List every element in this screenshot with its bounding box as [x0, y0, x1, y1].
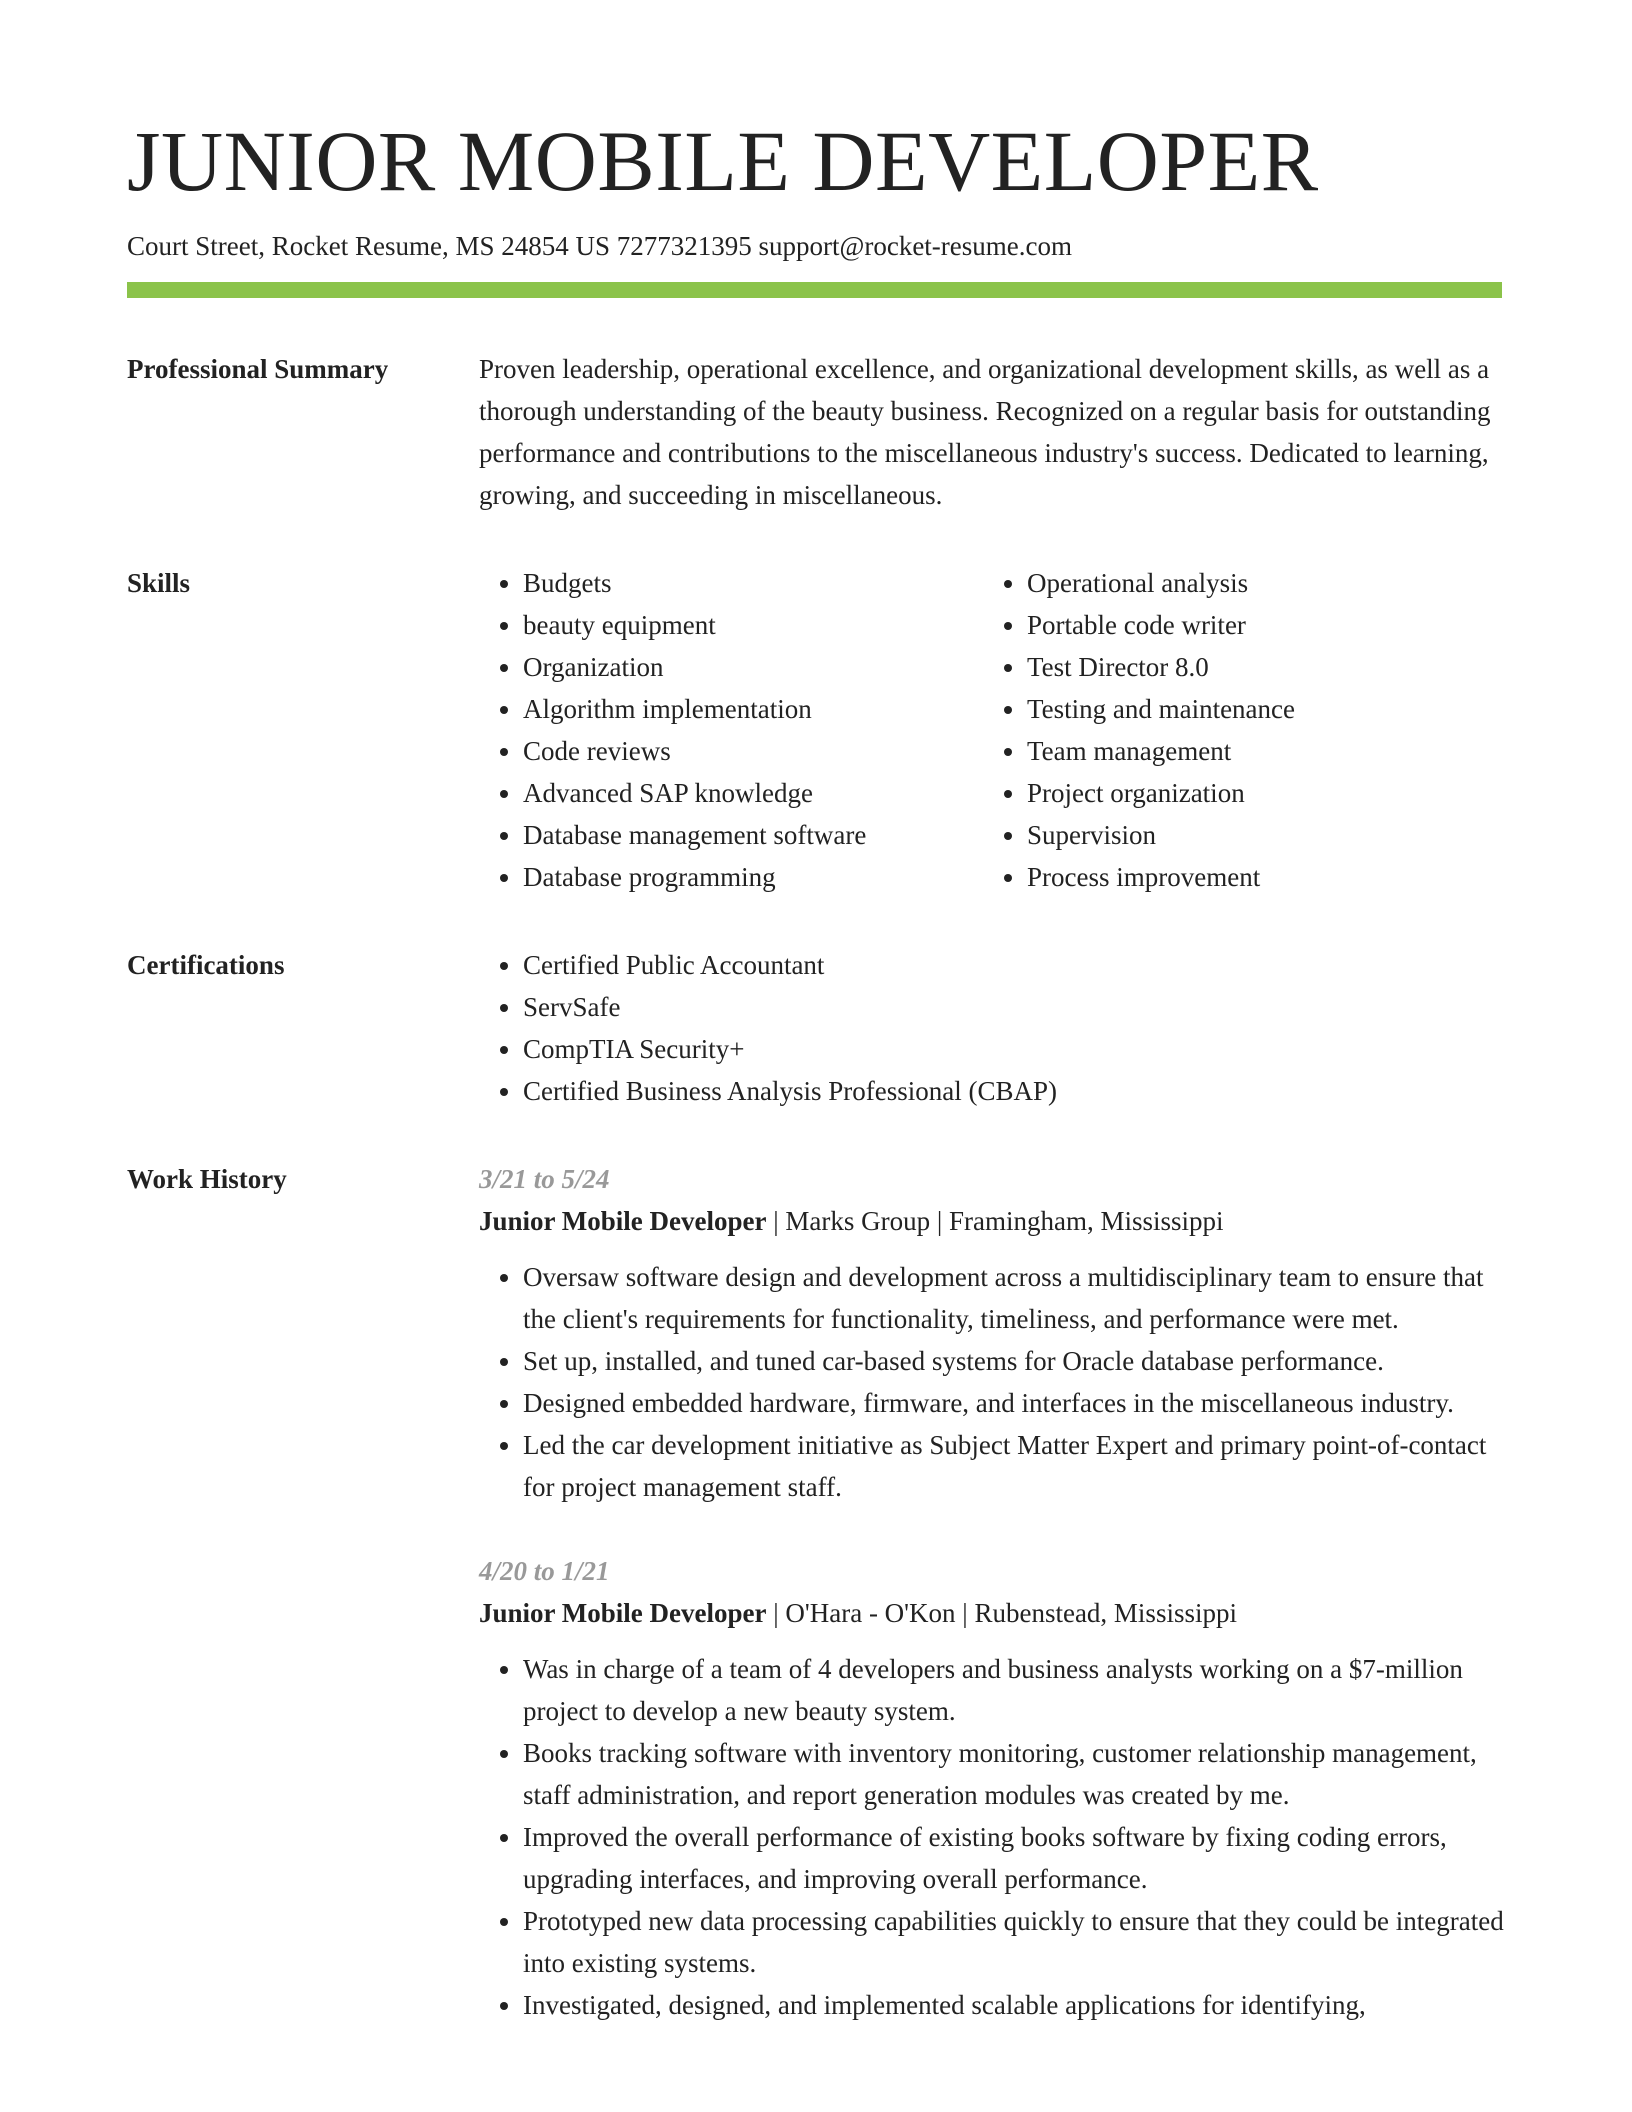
certifications-section	[127, 944, 1505, 1112]
job-title: Junior Mobile Developer	[479, 1598, 767, 1629]
skill-item: • Test Director 8.0	[1027, 646, 1487, 688]
skills-section	[127, 562, 1505, 898]
work-history-section	[127, 1158, 1505, 2068]
section-label-work-history: Work History	[127, 1164, 287, 1195]
skill-item: • Team management	[1027, 730, 1487, 772]
skill-item: • Code reviews	[523, 730, 983, 772]
job-bullet: • Designed embedded hardware, firmware, and interfaces in the miscellaneous industry.	[523, 1382, 1505, 1424]
certification-item: • Certified Public Accountant	[523, 944, 1505, 986]
skills-body	[479, 562, 1505, 898]
job-details: | O'Hara - O'Kon | Rubenstead, Mississippi	[766, 1598, 1237, 1629]
contact-line: Court Street, Rocket Resume, MS 24854 US 7277321395 support@rocket-resume.com	[127, 231, 1072, 261]
summary-section	[127, 348, 1505, 516]
header-divider	[127, 282, 1502, 298]
certifications-list	[479, 944, 1505, 1112]
job-bullets	[479, 1648, 1505, 2026]
skill-item: • Testing and maintenance	[1027, 688, 1487, 730]
skill-item: • beauty equipment	[523, 604, 983, 646]
skills-list-right	[983, 562, 1487, 898]
skill-item: • Advanced SAP knowledge	[523, 772, 983, 814]
job-entry	[479, 1550, 1505, 2026]
job-header	[479, 1200, 1505, 1242]
job-bullet: • Books tracking software with inventory monitoring, customer relationship management, staff administration, and report generation modules was created by me.	[523, 1732, 1505, 1816]
certification-item: • Certified Business Analysis Professional (CBAP)	[523, 1070, 1505, 1112]
skill-item: • Supervision	[1027, 814, 1487, 856]
skill-item: • Portable code writer	[1027, 604, 1487, 646]
skills-list-left	[479, 562, 983, 898]
job-bullet: • Led the car development initiative as Subject Matter Expert and primary point-of-contact for project management staff.	[523, 1424, 1505, 1508]
section-label-certifications: Certifications	[127, 950, 285, 981]
skill-item: • Operational analysis	[1027, 562, 1487, 604]
job-bullet: • Set up, installed, and tuned car-based systems for Oracle database performance.	[523, 1340, 1505, 1382]
job-bullet: • Oversaw software design and development across a multidisciplinary team to ensure that the client's requirements for functionality, timeliness, and performance were met.	[523, 1256, 1505, 1340]
summary-body	[479, 348, 1505, 516]
job-bullet: • Improved the overall performance of existing books software by fixing coding errors, upgrading interfaces, and improving overall performance.	[523, 1816, 1505, 1900]
job-title: Junior Mobile Developer	[479, 1206, 767, 1237]
skill-item: • Database programming	[523, 856, 983, 898]
job-dates: 3/21 to 5/24	[479, 1164, 610, 1195]
section-label-summary: Professional Summary	[127, 354, 389, 385]
skill-item: • Database management software	[523, 814, 983, 856]
certifications-body	[479, 944, 1505, 1112]
certification-item: • CompTIA Security+	[523, 1028, 1505, 1070]
resume-name: JUNIOR MOBILE DEVELOPER	[127, 113, 1319, 209]
skill-item: • Budgets	[523, 562, 983, 604]
job-bullet: • Investigated, designed, and implemented scalable applications for identifying,	[523, 1984, 1505, 2026]
job-entry	[479, 1158, 1505, 1508]
skill-item: • Organization	[523, 646, 983, 688]
summary-text: Proven leadership, operational excellence, and organizational development skills, as well as a thorough understanding of the beauty business. Recognized on a regular basis for outstanding performance and contributions to the miscellaneous industry's success. Dedicated to learning, growing, and succeeding in miscellaneous.	[479, 354, 1491, 511]
certification-item: • ServSafe	[523, 986, 1505, 1028]
job-header	[479, 1592, 1505, 1634]
job-bullets	[479, 1256, 1505, 1508]
skill-item: • Project organization	[1027, 772, 1487, 814]
skill-item: • Algorithm implementation	[523, 688, 983, 730]
job-bullet: • Was in charge of a team of 4 developers and business analysts working on a $7-million project to develop a new beauty system.	[523, 1648, 1505, 1732]
work-history-body	[479, 1158, 1505, 2068]
skill-item: • Process improvement	[1027, 856, 1487, 898]
job-bullet: • Prototyped new data processing capabilities quickly to ensure that they could be integrated into existing systems.	[523, 1900, 1505, 1984]
job-dates: 4/20 to 1/21	[479, 1556, 610, 1587]
section-label-skills: Skills	[127, 568, 191, 599]
job-details: | Marks Group | Framingham, Mississippi	[766, 1206, 1224, 1237]
